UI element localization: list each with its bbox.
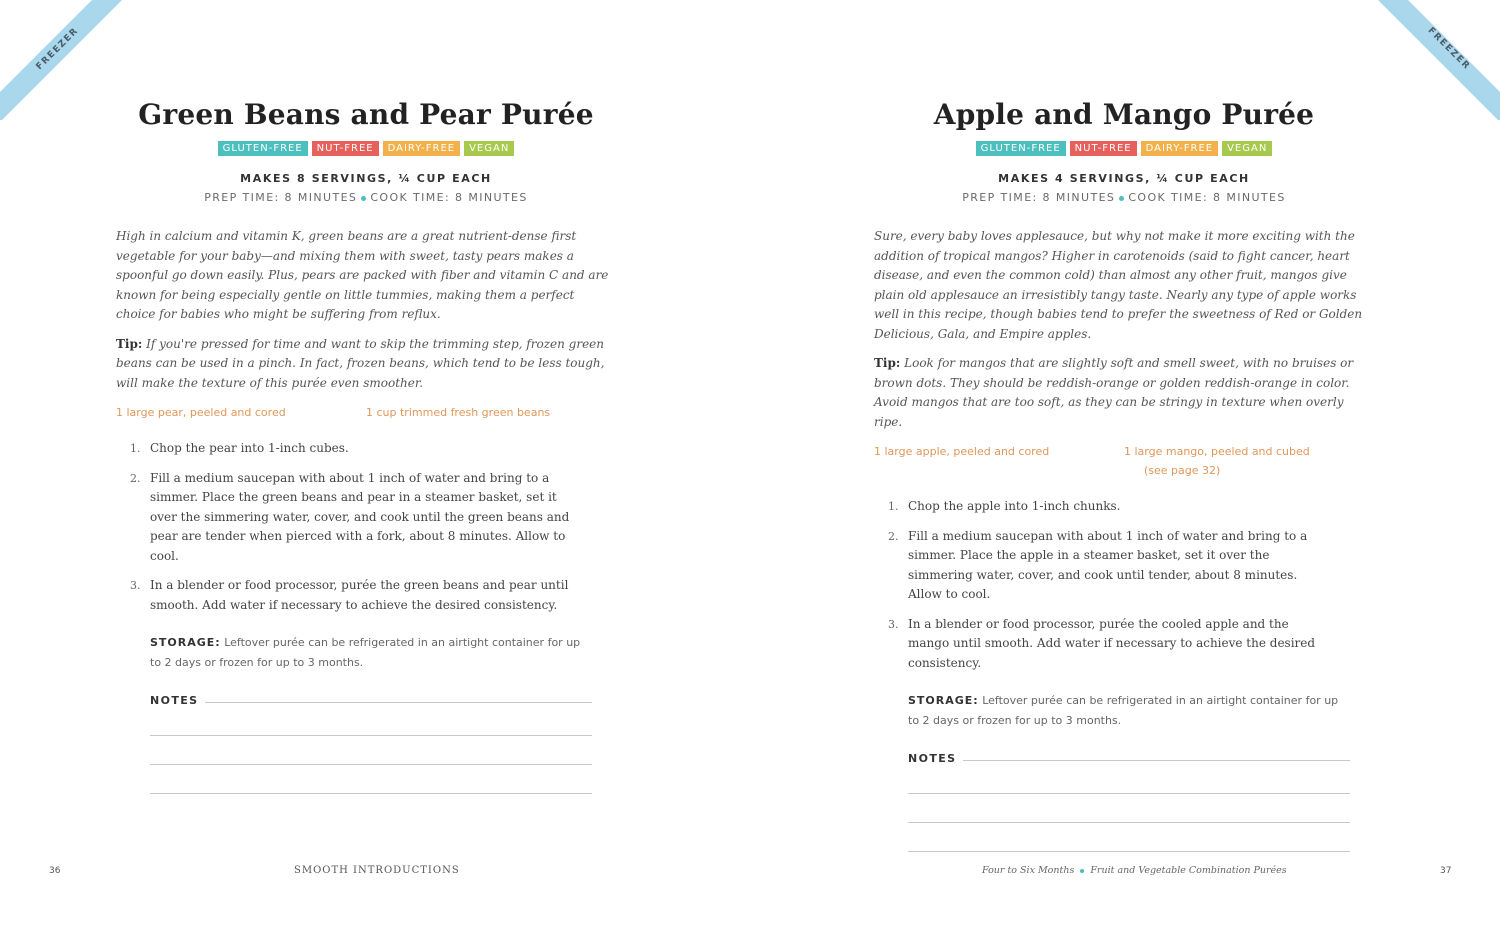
intro-paragraph: High in calcium and vitamin K, green beans are a great nutrient-dense first vegetable for your baby—and mixing them with sweet, tasty pears makes a spoonful go down easily. Plus, pears are packed with fiber and vitamin C and are known for being especially gentle on little tummies, making them a perfect choice for babies who might be suffering from reflux. [116, 229, 609, 321]
recipe-content [874, 95, 1374, 852]
times [116, 187, 616, 209]
step-item [888, 497, 1328, 517]
storage-label: STORAGE: [908, 694, 979, 707]
page-number: 36 [49, 866, 61, 876]
notes-line [908, 765, 1350, 794]
tip-text: If you're pressed for time and want to skip the trimming step, frozen green beans can be used in a pinch. In fact, frozen beans, which tend to be less tough, will make the texture of this purée even smoother. [116, 336, 605, 390]
tag-vegan: VEGAN [464, 141, 514, 156]
running-head: SMOOTH INTRODUCTIONS [294, 865, 460, 876]
storage-note [150, 633, 590, 672]
ribbon-label: FREEZER [34, 25, 81, 73]
step-text: Chop the pear into 1-inch cubes. [150, 441, 349, 455]
ribbon-band [1378, 0, 1500, 120]
ingredient-text: 1 large mango, peeled and cubed [1124, 445, 1310, 458]
tag-gluten-free: GLUTEN-FREE [218, 141, 308, 156]
notes-header [150, 694, 592, 707]
notes-line [908, 794, 1350, 823]
step-item [130, 576, 570, 615]
recipe-title: Apple and Mango Purée [933, 98, 1315, 131]
notes-line [908, 823, 1350, 852]
ingredient-item: 1 cup trimmed fresh green beans [366, 406, 551, 419]
bullet-dot-icon [1080, 869, 1084, 873]
ribbon-band [0, 0, 122, 120]
step-number: 2. [130, 471, 141, 485]
ingredient-item [1124, 442, 1374, 480]
step-number: 1. [130, 442, 141, 455]
running-head [982, 864, 1287, 878]
steps-list [888, 497, 1374, 673]
tip-text: Look for mangos that are slightly soft and smell sweet, with no bruises or brown dots. They should be reddish-orange or golden reddish-orange in color. Avoid mangos that are too soft, as they can be stringy in texture when overly ripe. [874, 356, 1354, 429]
diet-tags [874, 141, 1374, 156]
step-number: 2. [888, 529, 899, 543]
notes-line [205, 702, 593, 703]
tag-dairy-free: DAIRY-FREE [1141, 141, 1219, 156]
step-item [130, 469, 570, 567]
steps-list [130, 439, 616, 615]
step-number: 3. [888, 617, 899, 631]
tip [116, 335, 616, 394]
tag-dairy-free: DAIRY-FREE [383, 141, 461, 156]
servings: MAKES 8 SERVINGS, ¼ CUP EACH [240, 172, 492, 185]
storage-note [908, 691, 1348, 730]
bullet-dot-icon [1119, 196, 1124, 201]
ribbon-label: FREEZER [1425, 25, 1472, 73]
running-head-chapter: Fruit and Vegetable Combination Purées [1090, 865, 1287, 876]
ingredients [874, 442, 1374, 480]
tag-gluten-free: GLUTEN-FREE [976, 141, 1066, 156]
running-head-section: Four to Six Months [982, 865, 1075, 876]
ingredient-note: (see page 32) [1144, 464, 1221, 477]
prep-time: PREP TIME: 8 MINUTES [204, 191, 358, 204]
notes-line [150, 736, 592, 765]
storage-text: Leftover purée can be refrigerated in an airtight container for up to 2 days or frozen for up to 3 months. [150, 636, 581, 669]
notes-header [908, 752, 1350, 765]
tag-nut-free: NUT-FREE [1070, 141, 1137, 156]
ingredients [116, 403, 616, 422]
notes-section [150, 694, 592, 794]
notes-line [150, 707, 592, 736]
notes-line [150, 765, 592, 794]
intro-paragraph: Sure, every baby loves applesauce, but why not make it more exciting with the addition of tropical mangos? Higher in carotenoids (said to fight cancer, heart disease, and even the common cold) than almost any other fruit, mangos give plain old applesauce an irresistibly tangy taste. Nearly any type of apple works well in this recipe, though babies tend to prefer the sweetness of Red or Golden Delicious, Gala, and Empire apples. [874, 229, 1363, 341]
step-text: Chop the apple into 1-inch chunks. [908, 499, 1121, 513]
notes-line [963, 760, 1351, 761]
step-item [130, 439, 570, 459]
bullet-dot-icon [361, 196, 366, 201]
notes-section [908, 752, 1350, 852]
storage-label: STORAGE: [150, 636, 221, 649]
step-text: Fill a medium saucepan with about 1 inch of water and bring to a simmer. Place the apple in a steamer basket, set it over the simmering water, cover, and cook until tender, about 8 minutes. Allow to cool. [908, 528, 1308, 601]
prep-time: PREP TIME: 8 MINUTES [962, 191, 1116, 204]
cook-time: COOK TIME: 8 MINUTES [370, 191, 528, 204]
step-text: Fill a medium saucepan with about 1 inch of water and bring to a simmer. Place the green beans and pear in a steamer basket, set it over the simmering water, cover, and cook until the green beans and pear are tender when pierced with a fork, about 8 minutes. Allow to cool. [150, 470, 570, 563]
times [874, 187, 1374, 209]
step-item [888, 615, 1328, 674]
notes-label: NOTES [150, 694, 199, 707]
step-number: 3. [130, 579, 141, 592]
tip-label: Tip: [116, 336, 143, 351]
notes-label: NOTES [908, 752, 957, 765]
step-number: 1. [888, 500, 899, 513]
diet-tags [116, 141, 616, 156]
cook-time: COOK TIME: 8 MINUTES [1128, 191, 1286, 204]
recipe-title: Green Beans and Pear Purée [138, 98, 594, 131]
step-text: In a blender or food processor, purée the cooled apple and the mango until smooth. Add water if necessary to achieve the desired consistency. [908, 616, 1316, 670]
tip [874, 354, 1374, 432]
tag-nut-free: NUT-FREE [312, 141, 379, 156]
freezer-ribbon [1360, 0, 1500, 120]
recipe-content [116, 95, 616, 794]
storage-text: Leftover purée can be refrigerated in an airtight container for up to 2 days or frozen for up to 3 months. [908, 694, 1339, 727]
page-number: 37 [1440, 866, 1452, 876]
ingredient-item: 1 large apple, peeled and cored [874, 445, 1050, 458]
right-page [750, 0, 1500, 925]
servings: MAKES 4 SERVINGS, ¼ CUP EACH [998, 172, 1250, 185]
step-text: In a blender or food processor, purée the green beans and pear until smooth. Add water if necessary to achieve the desired consistency. [150, 578, 569, 612]
step-item [888, 527, 1328, 605]
tip-label: Tip: [874, 356, 901, 370]
ingredient-item: 1 large pear, peeled and cored [116, 406, 286, 419]
tag-vegan: VEGAN [1222, 141, 1272, 156]
